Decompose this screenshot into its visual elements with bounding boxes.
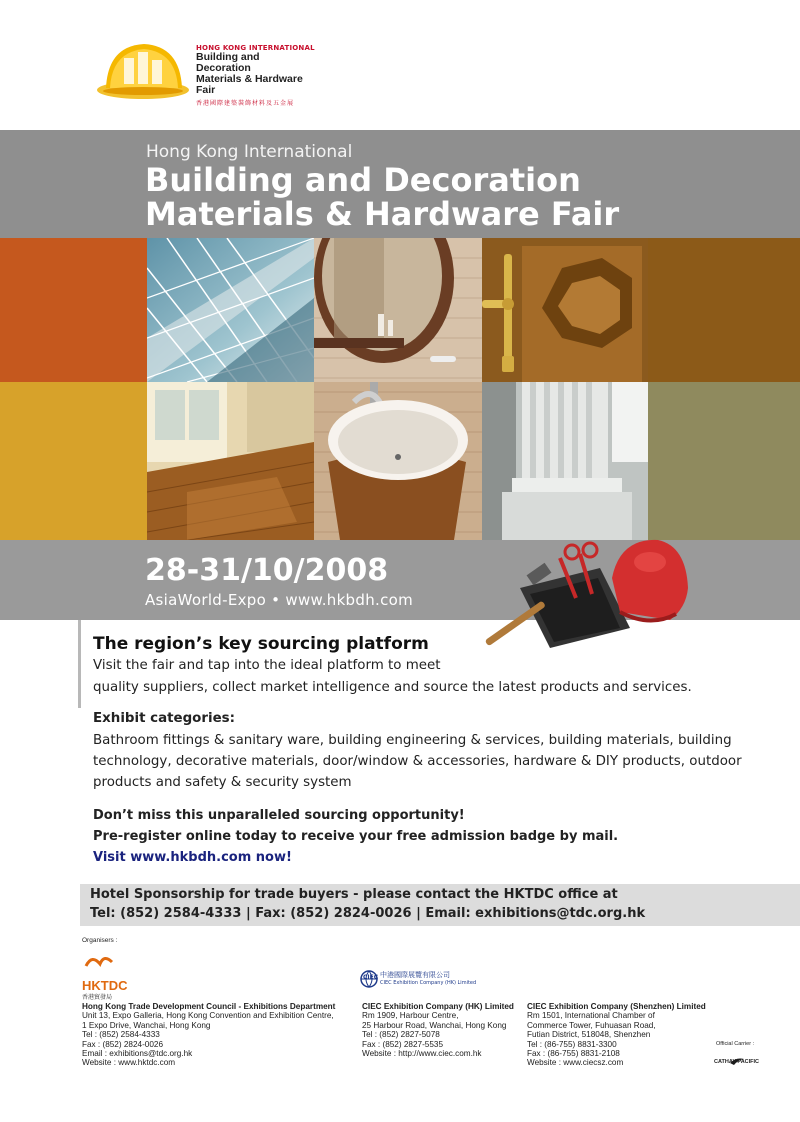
color-block-olive [648, 382, 800, 540]
left-accent-rule [78, 620, 81, 708]
org-line: Fax : (852) 2827-5535 [362, 1039, 444, 1049]
color-block-brown [648, 238, 800, 382]
org-line: 1 Expo Drive, Wanchai, Hong Kong [82, 1020, 211, 1030]
org-name: CIEC Exhibition Company (Shenzhen) Limited [527, 1002, 706, 1011]
org-line: Futian District, 518048, Shenzhen [527, 1030, 651, 1040]
org-line: Unit 13, Expo Galleria, Hong Kong Convention and Exhibition Centre, [82, 1011, 334, 1021]
intro-line-2: quality suppliers, collect market intelligence and source the latest products and services. [93, 680, 692, 695]
categories-line-2: technology, decorative materials, door/window & accessories, hardware & DIY products, outdoor [93, 754, 742, 769]
photo-carved-door [482, 238, 648, 382]
logo-line-chinese: 香港國際建築裝飾材料及五金展 [196, 100, 295, 107]
org-line: Website : www.ciecsz.com [527, 1058, 624, 1068]
logo-line-1: HONG KONG INTERNATIONAL [196, 44, 315, 52]
hotel-line-2: Tel: (852) 2584-4333 | Fax: (852) 2824-0026 | Email: exhibitions@tdc.org.hk [90, 906, 646, 921]
org-name: Hong Kong Trade Development Council - Exhibitions Department [82, 1002, 336, 1011]
visit-website-link[interactable]: Visit www.hkbdh.com now! [93, 850, 292, 865]
org-hktdc-block [82, 1002, 362, 1068]
org-line: Commerce Tower, Fuhuasan Road, [527, 1020, 656, 1030]
org-line: Fax : (852) 2824-0026 [82, 1039, 164, 1049]
title-line-1: Building and Decoration [145, 161, 581, 199]
org-ciec-hk-block [362, 1002, 522, 1058]
photo-bathroom-mirror [314, 238, 482, 382]
org-ciec-sz-block [527, 1002, 717, 1068]
event-venue: AsiaWorld-Expo • www.hkbdh.com [145, 591, 414, 609]
logo-line-2: Building and Decoration [196, 51, 260, 74]
hotel-line-1: Hotel Sponsorship for trade buyers - please contact the HKTDC office at [90, 887, 618, 902]
org-line: Tel : (86-755) 8831-3300 [527, 1039, 617, 1049]
categories-heading: Exhibit categories: [93, 711, 235, 726]
cta-line-1: Don’t miss this unparalleled sourcing opportunity! [93, 808, 465, 823]
org-line: 25 Harbour Road, Wanchai, Hong Kong [362, 1020, 507, 1030]
org-line: Fax : (86-755) 8831-2108 [527, 1049, 620, 1059]
color-block-gold [0, 382, 147, 540]
organisers-label: Organisers : [82, 937, 118, 944]
cta-line-2: Pre-register online today to receive your free admission badge by mail. [93, 829, 619, 844]
categories-line-3: products and safety & security system [93, 775, 352, 790]
color-block-orange [0, 238, 147, 382]
ciec-chinese-name: 中港國際展覽有限公司 [380, 971, 450, 979]
intro-line-1: Visit the fair and tap into the ideal platform to meet [93, 658, 441, 673]
photo-columns [482, 382, 648, 540]
hktdc-logo-text: HKTDC [82, 978, 128, 993]
photo-wood-floor-room [147, 382, 314, 540]
categories-line-1: Bathroom fittings & sanitary ware, building engineering & services, building materials, building [93, 733, 732, 748]
cathay-pacific-text: CATHAY PACIFIC [714, 1059, 760, 1065]
section-heading-platform: The region’s key sourcing platform [93, 634, 429, 654]
hktdc-logo-icon [82, 952, 134, 976]
hktdc-logo [82, 952, 134, 1001]
tools-helmet-image [480, 528, 690, 660]
org-line: Tel : (852) 2827-5078 [362, 1030, 440, 1040]
org-name: CIEC Exhibition Company (HK) Limited [362, 1002, 514, 1011]
logo-text [196, 44, 316, 107]
ciec-logo [360, 970, 500, 990]
hard-hat-logo-icon [96, 36, 196, 102]
org-line: Website : www.hktdc.com [82, 1058, 176, 1068]
hktdc-chinese-text: 香港貿發局 [82, 994, 113, 1001]
ciec-english-name: CIEC Exhibition Company (HK) Limited [380, 980, 477, 986]
org-line: Rm 1501, International Chamber of [527, 1011, 655, 1021]
page-title [145, 163, 619, 231]
org-line: Rm 1909, Harbour Centre, [362, 1011, 459, 1021]
org-line: Email : exhibitions@tdc.org.hk [82, 1049, 193, 1059]
org-line: Tel : (852) 2584-4333 [82, 1030, 160, 1040]
ciec-logo-text: CIEC [363, 974, 379, 981]
logo-line-3: Materials & Hardware Fair [196, 73, 303, 96]
title-line-2: Materials & Hardware Fair [145, 195, 620, 233]
photo-sink [314, 382, 482, 540]
org-line: Website : http://www.ciec.com.hk [362, 1049, 482, 1059]
official-carrier-label: Official Carrier : [716, 1041, 755, 1047]
event-dates: 28-31/10/2008 [145, 553, 389, 588]
page-subtitle: Hong Kong International [146, 142, 353, 162]
photo-glass-roof [147, 238, 314, 382]
